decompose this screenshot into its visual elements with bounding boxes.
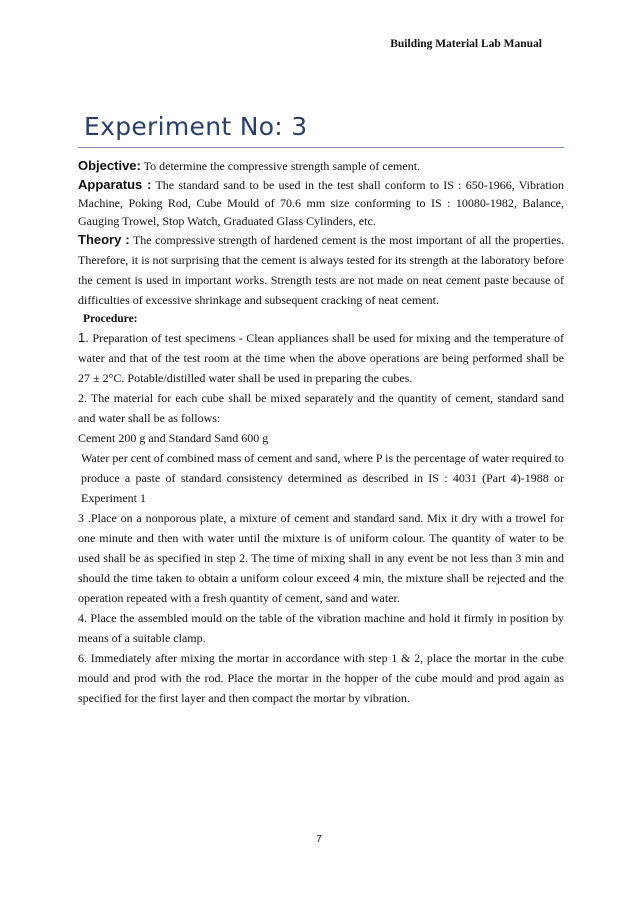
page-number: 7 [316, 834, 322, 845]
step-1-text: Preparation of test specimens - Clean appliances shall be used for mixing and the temperature of water and that of the test room at the time when the above operations are being performed shall be 27 ± 2°C. Potable/distilled water shall be used in preparing the cubes. [78, 331, 564, 385]
apparatus-text: The standard sand to be used in the test shall conform to IS : 650-1966, Vibration Machine, Poking Rod, Cube Mould of 70.6 mm size conforming to IS : 10080-1982, Balance, Gauging Trowel, Stop Watch, Graduated Glass Cylinders, etc. [78, 178, 564, 228]
water-requirement: Water per cent of combined mass of cement and sand, where P is the percentage of water required to produce a paste of standard consistency determined as described in IS : 4031 (Part 4)-1988 or Experiment 1 [81, 451, 564, 505]
procedure-step-1 [78, 328, 564, 388]
apparatus-label: Apparatus : [78, 177, 152, 192]
objective-paragraph [78, 156, 564, 176]
title-underline [78, 147, 564, 148]
theory-text: The compressive strength of hardened cement is the most important of all the properties. Therefore, it is not surprising that the cement is always tested for its strength at the laboratory before the cement is used in important works. Strength tests are not made on neat cement paste because of difficulties of excessive shrinkage and subsequent cracking of neat cement. [78, 233, 564, 307]
procedure-step-4: 4. Place the assembled mould on the table of the vibration machine and hold it firmly in position by means of a suitable clamp. [78, 611, 564, 645]
procedure-step-3: 3 .Place on a nonporous plate, a mixture of cement and standard sand. Mix it dry with a trowel for one minute and then with water until the mixture is of uniform colour. The quantity of water to be used shall be as specified in step 2. The time of mixing shall in any event be not less than 3 min and should the time taken to obtain a uniform colour exceed 4 min, the mixture shall be rejected and the operation repeated with a fresh quantity of cement, sand and water. [78, 511, 564, 605]
running-header: Building Material Lab Manual [390, 38, 542, 50]
procedure-step-6: 6. Immediately after mixing the mortar in accordance with step 1 & 2, place the mortar in the cube mould and prod with the rod. Place the mortar in the hopper of the cube mould and prod again as specified for the first layer and then compact the mortar by vibration. [78, 651, 564, 705]
apparatus-paragraph [78, 176, 564, 230]
objective-label: Objective: [78, 158, 141, 173]
procedure-heading: Procedure: [83, 313, 138, 325]
step-1-number: 1. [78, 330, 89, 345]
theory-label: Theory : [78, 232, 130, 247]
procedure-step-2: 2. The material for each cube shall be mixed separately and the quantity of cement, standard sand and water shall be as follows: [78, 391, 564, 425]
theory-paragraph [78, 230, 564, 310]
objective-text: To determine the compressive strength sample of cement. [140, 159, 421, 173]
document-body [78, 156, 564, 708]
mix-proportions: Cement 200 g and Standard Sand 600 g [78, 431, 269, 445]
experiment-title: Experiment No: 3 [84, 112, 308, 141]
